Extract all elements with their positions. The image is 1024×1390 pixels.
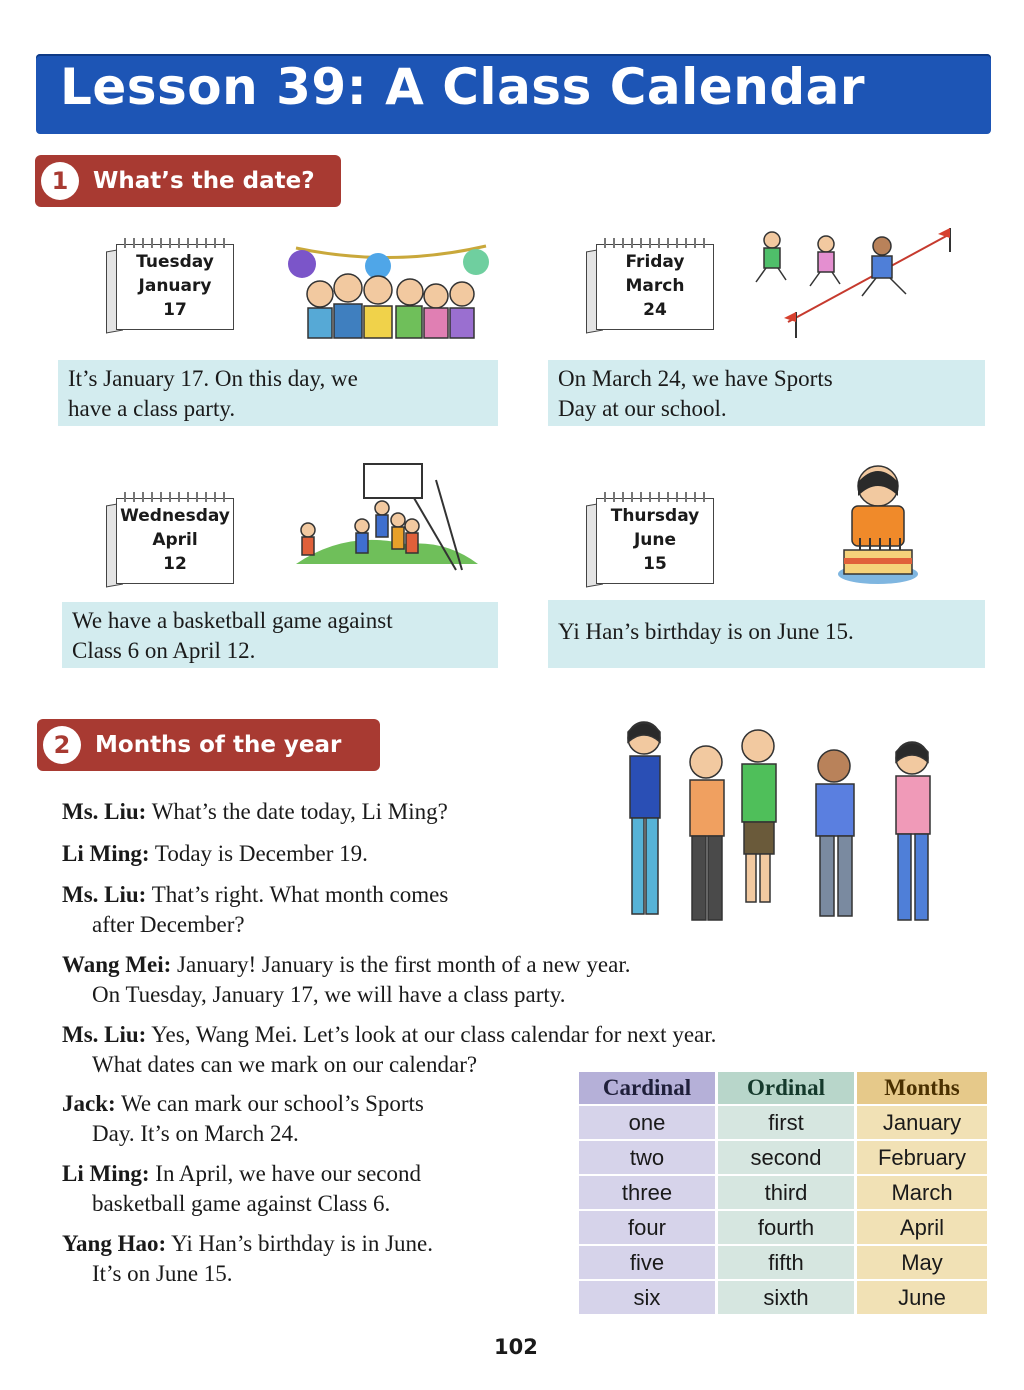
caption-card-2 [548,360,985,426]
calendar-date: 24 [643,300,667,320]
calendar-day: Friday [625,252,685,272]
month-cell: May [857,1246,987,1279]
caption-line: It’s January 17. On this day, we [68,366,358,391]
cardinal-cell: two [579,1141,715,1174]
birthday-cake-illustration [834,462,920,588]
calendar-date: 17 [163,300,187,320]
table-header-row [579,1072,987,1104]
speech-continued: Day. It’s on March 24. [92,1121,299,1146]
column-header-cardinal: Cardinal [579,1072,715,1104]
calendar-card-june [586,490,714,586]
speech: We can mark our school’s Sports [121,1091,424,1116]
calendar-day: Thursday [610,506,700,526]
ordinal-cell: second [718,1141,854,1174]
cardinal-cell: three [579,1176,715,1209]
caption-line: We have a basketball game against [72,608,393,633]
speech-continued: after December? [92,912,245,937]
speaker: Jack: [62,1091,116,1116]
speaker: Ms. Liu: [62,1022,147,1047]
speech: Today is December 19. [154,841,368,866]
cardinal-cell: five [579,1246,715,1279]
dialogue-line-6 [62,1089,424,1149]
column-header-months: Months [857,1072,987,1104]
section-2-number: 2 [43,726,81,764]
caption-line: have a class party. [68,396,236,421]
table-row [579,1106,987,1139]
section-1-number: 1 [41,162,79,200]
caption-line: Class 6 on April 12. [72,638,256,663]
speaker: Li Ming: [62,1161,150,1186]
column-header-ordinal: Ordinal [718,1072,854,1104]
calendar-day: Wednesday [120,506,230,526]
ordinal-cell: sixth [718,1281,854,1314]
speech-continued: On Tuesday, January 17, we will have a class party. [92,982,566,1007]
dialogue-line-7 [62,1159,421,1219]
speech: In April, we have our second [155,1161,421,1186]
calendar-month: March [625,276,685,296]
month-cell: March [857,1176,987,1209]
calendar-card-january [106,236,234,332]
numbers-months-table [576,1070,990,1316]
speech: Yes, Wang Mei. Let’s look at our class calendar for next year. [151,1022,717,1047]
dialogue-line-8 [62,1229,433,1289]
speech-continued: basketball game against Class 6. [92,1191,391,1216]
dialogue-line-3 [62,880,448,940]
speaker: Wang Mei: [62,952,172,977]
caption-line: Yi Han’s birthday is on June 15. [558,619,854,644]
speaker: Ms. Liu: [62,799,147,824]
speech: January! January is the first month of a new year. [177,952,631,977]
caption-card-4 [548,600,985,668]
cardinal-cell: six [579,1281,715,1314]
calendar-date: 15 [643,554,667,574]
table-row [579,1281,987,1314]
speaker: Yang Hao: [62,1231,167,1256]
month-cell: January [857,1106,987,1139]
month-cell: April [857,1211,987,1244]
speaker: Ms. Liu: [62,882,147,907]
students-talking-illustration [616,712,950,930]
speech: That’s right. What month comes [151,882,449,907]
ordinal-cell: first [718,1106,854,1139]
table-row [579,1176,987,1209]
calendar-month: January [138,276,212,296]
sports-day-race-illustration [744,222,956,340]
page-number: 102 [494,1335,538,1359]
dialogue-line-1 [62,797,448,827]
table-row [579,1141,987,1174]
calendar-date: 12 [163,554,187,574]
caption-line: On March 24, we have Sports [558,366,833,391]
month-cell: June [857,1281,987,1314]
calendar-month: April [152,530,198,550]
calendar-month: June [633,530,677,550]
ordinal-cell: fourth [718,1211,854,1244]
class-party-illustration [286,228,496,346]
section-1-header [35,155,341,207]
cardinal-cell: four [579,1211,715,1244]
calendar-card-april [106,490,234,586]
basketball-game-illustration [286,460,482,584]
ordinal-cell: third [718,1176,854,1209]
section-2-label: Months of the year [95,732,342,758]
caption-line: Day at our school. [558,396,727,421]
section-2-header [37,719,380,771]
caption-card-3 [62,602,498,668]
speech-continued: It’s on June 15. [92,1261,233,1286]
month-cell: February [857,1141,987,1174]
table-row [579,1211,987,1244]
section-1-label: What’s the date? [93,168,315,194]
table-row [579,1246,987,1279]
caption-card-1 [58,360,498,426]
dialogue-line-4 [62,950,630,1010]
speech-continued: What dates can we mark on our calendar? [92,1052,478,1077]
calendar-card-march [586,236,714,332]
dialogue-line-2 [62,839,368,869]
speaker: Li Ming: [62,841,150,866]
speech: What’s the date today, Li Ming? [151,799,448,824]
ordinal-cell: fifth [718,1246,854,1279]
cardinal-cell: one [579,1106,715,1139]
lesson-title: Lesson 39: A Class Calendar [60,58,866,116]
speech: Yi Han’s birthday is in June. [171,1231,433,1256]
calendar-day: Tuesday [136,252,214,272]
